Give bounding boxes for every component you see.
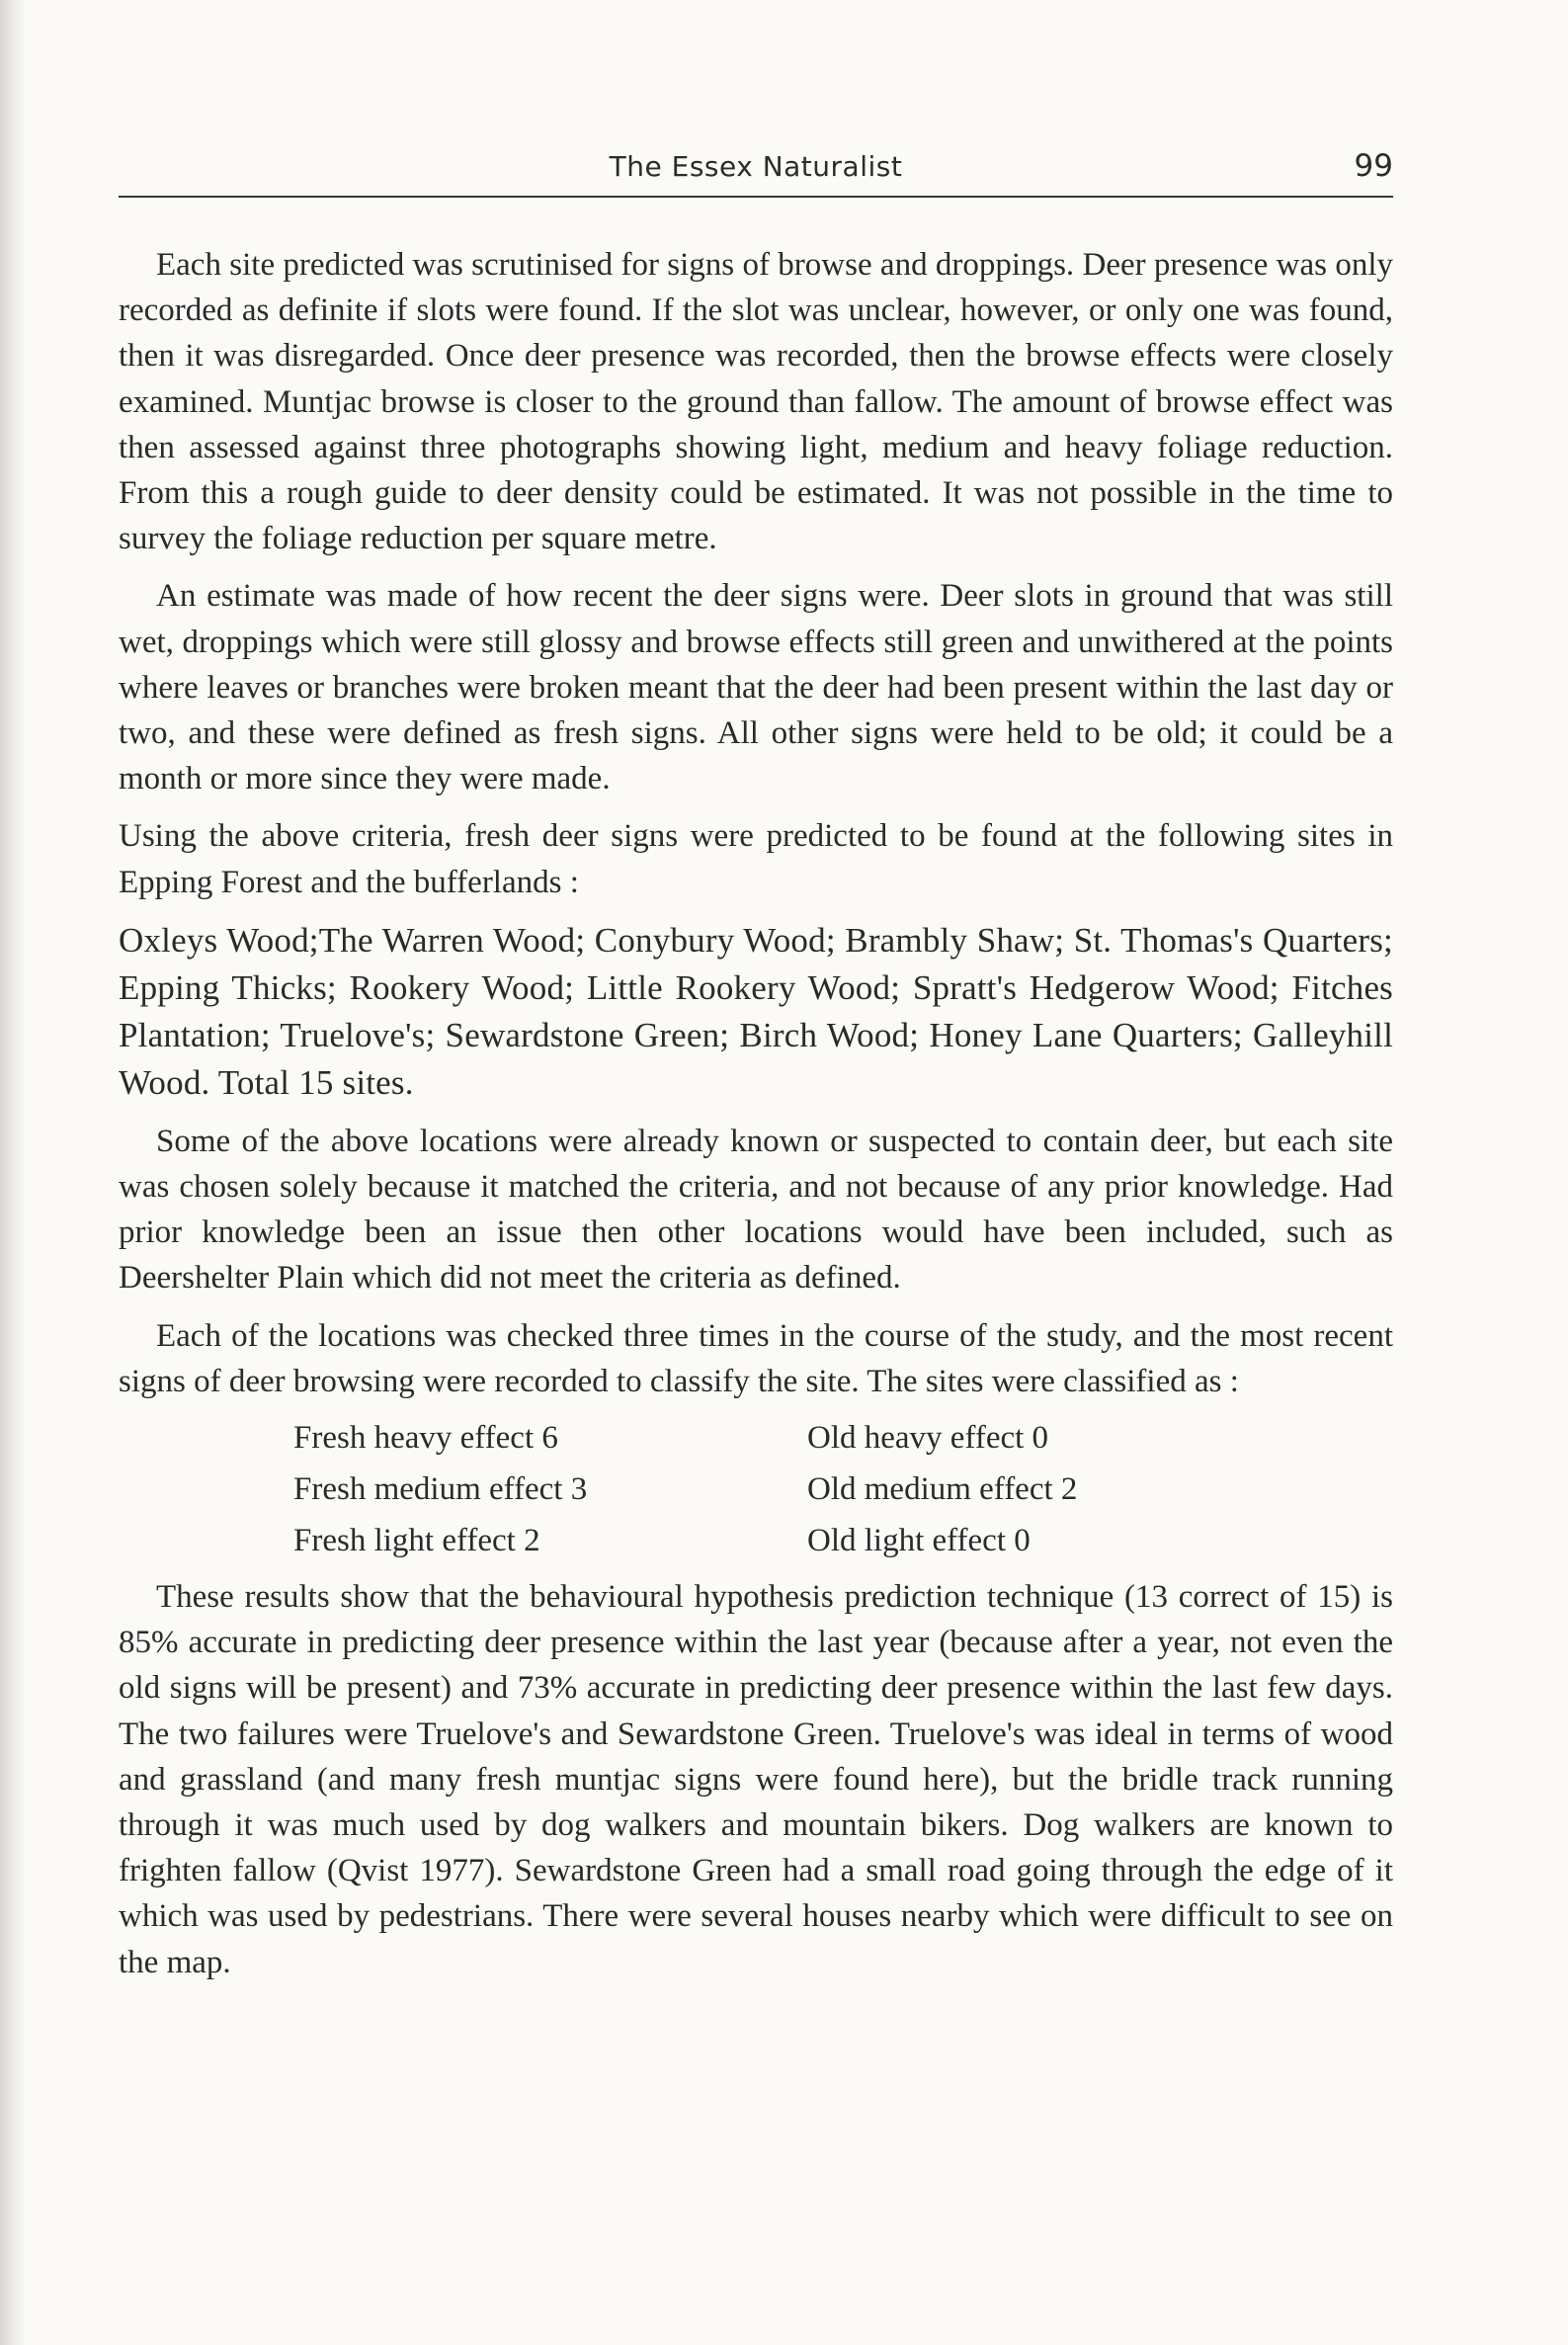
classification-old-medium: Old medium effect 2	[807, 1471, 1078, 1508]
article-body	[119, 242, 1393, 1985]
paragraph-site-list: Oxleys Wood;The Warren Wood; Conybury Wood; Brambly Shaw; St. Thomas's Quarters; Epping Thicks; Rookery Wood; Little Rookery Wood; Spratt's Hedgerow Wood; Fitches Plantation; Truelove's; Sewardstone Green; Birch Wood; Honey Lane Quarters; Galleyhill Wood. Total 15 sites.	[119, 920, 1393, 1102]
page-edge-shadow	[0, 0, 26, 2345]
paragraph-browse-signs: Each site predicted was scrutinised for signs of browse and droppings. Deer presence was only recorded as definite if slots were found. If the slot was unclear, however, or only one was found, then it was disregarded. Once deer presence was recorded, then the browse effects were closely examined. Muntjac browse is closer to the ground than fallow. The amount of browse effect was then assessed against three photographs showing light, medium and heavy foliage reduction. From this a rough guide to deer density could be estimated. It was not possible in the time to survey the foliage reduction per square metre.	[119, 247, 1393, 557]
journal-title: The Essex Naturalist	[609, 150, 903, 183]
classification-fresh-heavy: Fresh heavy effect 6	[293, 1420, 558, 1457]
classification-old-light: Old light effect 0	[807, 1523, 1031, 1559]
running-header	[119, 140, 1393, 198]
paragraph-classification-intro: Each of the locations was checked three times in the course of the study, and the most recent signs of deer browsing were recorded to classify the site. The sites were classified as :	[119, 1317, 1393, 1399]
page-number: 99	[1354, 148, 1393, 184]
site-classification-list	[119, 1414, 1393, 1564]
classification-fresh-light: Fresh light effect 2	[293, 1523, 540, 1559]
classification-fresh-medium: Fresh medium effect 3	[293, 1471, 588, 1508]
paragraph-results: These results show that the behavioural hypothesis prediction technique (13 correct of 15) is 85% accurate in predicting deer presence within the last year (because after a year, not even the old signs will be present) and 73% accurate in predicting deer presence within the last few days. The two failures were Truelove's and Sewardstone Green. Truelove's was ideal in terms of wood and grassland (and many fresh muntjac signs were found here), but the bridle track running through it was much used by dog walkers and mountain bikers. Dog walkers are known to frighten fallow (Qvist 1977). Sewardstone Green had a small road going through the edge of it which was used by pedestrians. There were several houses nearby which were difficult to see on the map.	[119, 1579, 1393, 1980]
paragraph-site-selection: Some of the above locations were already known or suspected to contain deer, but each site was chosen solely because it matched the criteria, and not because of any prior knowledge. Had prior knowledge been an issue then other locations would have been included, such as Deershelter Plain which did not meet the criteria as defined.	[119, 1123, 1393, 1297]
classification-old-heavy: Old heavy effect 0	[807, 1420, 1049, 1457]
paragraph-sign-freshness: An estimate was made of how recent the deer signs were. Deer slots in ground that was still wet, droppings which were still glossy and browse effects still green and unwithered at the points where leaves or branches were broken meant that the deer had been present within the last day or two, and these were defined as fresh signs. All other signs were held to be old; it could be a month or more since they were made.	[119, 578, 1393, 797]
paragraph-prediction-intro: Using the above criteria, fresh deer signs were predicted to be found at the following sites in Epping Forest and the bufferlands :	[119, 818, 1393, 900]
